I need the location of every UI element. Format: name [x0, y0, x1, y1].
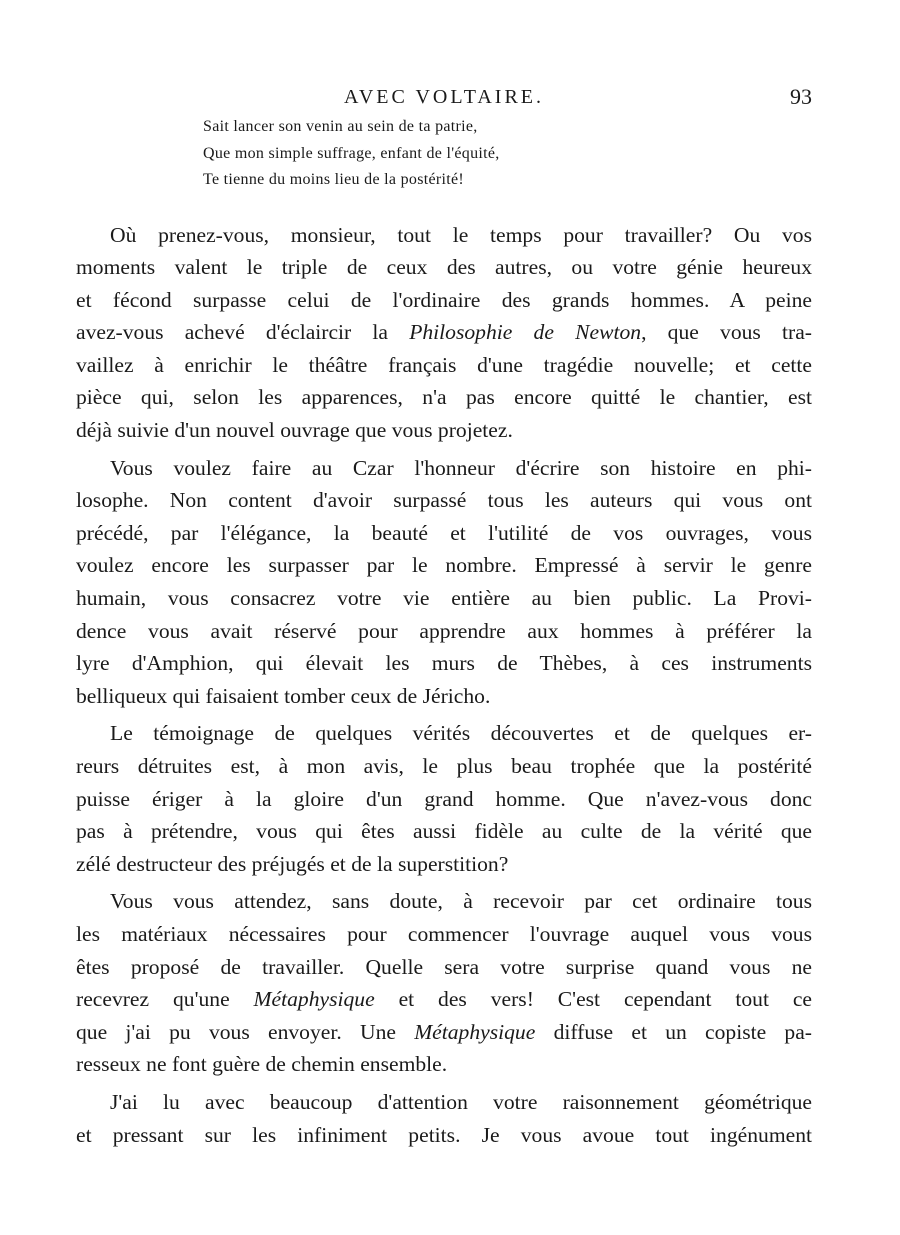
text-line: dence vous avait réservé pour apprendre aux hommes à préférer la: [76, 618, 812, 643]
italic-title: Métaphysique: [253, 987, 375, 1012]
verse-line: Sait lancer son venin au sein de ta patrie,: [203, 118, 478, 135]
paragraph: [76, 885, 812, 1081]
text-line: recevrez qu'une Métaphysique et des vers! C'est cependant tout ce: [76, 987, 813, 1012]
paragraph: [76, 219, 812, 447]
text-line: Vous vous attendez, sans doute, à recevoir par cet ordinaire tous: [110, 889, 812, 914]
text-line: moments valent le triple de ceux des autres, ou votre génie heureux: [76, 255, 812, 280]
text-line: puisse ériger à la gloire d'un grand homme. Que n'avez-vous donc: [76, 786, 812, 811]
text-line: zélé destructeur des préjugés et de la superstition?: [76, 851, 509, 876]
prose-body: [76, 219, 812, 1152]
text-line: Où prenez-vous, monsieur, tout le temps pour travailler? Ou vos: [110, 222, 812, 247]
text-line: et fécond surpasse celui de l'ordinaire des grands hommes. A peine: [76, 287, 812, 312]
text-line: déjà suivie d'un nouvel ouvrage que vous projetez.: [76, 418, 513, 443]
text-line: vaillez à enrichir le théâtre français d'une tragédie nouvelle; et cette: [76, 352, 812, 377]
text-line: êtes proposé de travailler. Quelle sera votre surprise quand vous ne: [76, 954, 812, 979]
text-line: resseux ne font guère de chemin ensemble.: [76, 1052, 448, 1077]
paragraph: [76, 717, 812, 880]
text-line: pas à prétendre, vous qui êtes aussi fidèle au culte de la vérité que: [76, 819, 812, 844]
text-line: les matériaux nécessaires pour commencer l'ouvrage auquel vous vous: [76, 921, 812, 946]
italic-title: Métaphysique: [414, 1019, 536, 1044]
text-line: reurs détruites est, à mon avis, le plus beau trophée que la postérité: [76, 754, 812, 778]
text-line: J'ai lu avec beaucoup d'attention votre raisonnement géométrique: [110, 1089, 812, 1114]
text-line: que j'ai pu vous envoyer. Une Métaphysique diffuse et un copiste pa-: [76, 1019, 812, 1044]
paragraph: [76, 452, 812, 713]
text-line: losophe. Non content d'avoir surpassé tous les auteurs qui vous ont: [76, 488, 812, 513]
verse-line: Te tienne du moins lieu de la postérité!: [203, 171, 465, 188]
running-head-title: AVEC VOLTAIRE.: [343, 86, 545, 108]
text-line: belliqueux qui faisaient tomber ceux de Jéricho.: [76, 683, 491, 708]
text-line: et pressant sur les infiniment petits. Je vous avoue tout ingénument: [76, 1122, 812, 1147]
text-line: humain, vous consacrez votre vie entière au bien public. La Provi-: [76, 586, 812, 611]
text-line: Vous voulez faire au Czar l'honneur d'écrire son histoire en phi-: [110, 455, 812, 480]
text-line: Le témoignage de quelques vérités découvertes et de quelques er-: [110, 721, 812, 746]
text-line: voulez encore les surpasser par le nombre. Empressé à servir le genre: [76, 553, 812, 578]
paragraph: [76, 1086, 812, 1151]
book-page: [76, 84, 812, 1156]
text-line: lyre d'Amphion, qui élevait les murs de Thèbes, à ces instruments: [76, 651, 812, 676]
verse-line: Que mon simple suffrage, enfant de l'équité,: [203, 144, 500, 162]
text-line: avez-vous achevé d'éclaircir la Philosophie de Newton, que vous tra-: [76, 320, 812, 345]
running-head: [76, 84, 812, 114]
page-number: 93: [790, 84, 812, 109]
verse-block: [203, 114, 812, 194]
text-line: pièce qui, selon les apparences, n'a pas encore quitté le chantier, est: [76, 385, 812, 410]
italic-title: Philosophie de Newton: [409, 320, 642, 345]
text-line: précédé, par l'élégance, la beauté et l'utilité de vos ouvrages, vous: [76, 520, 812, 545]
